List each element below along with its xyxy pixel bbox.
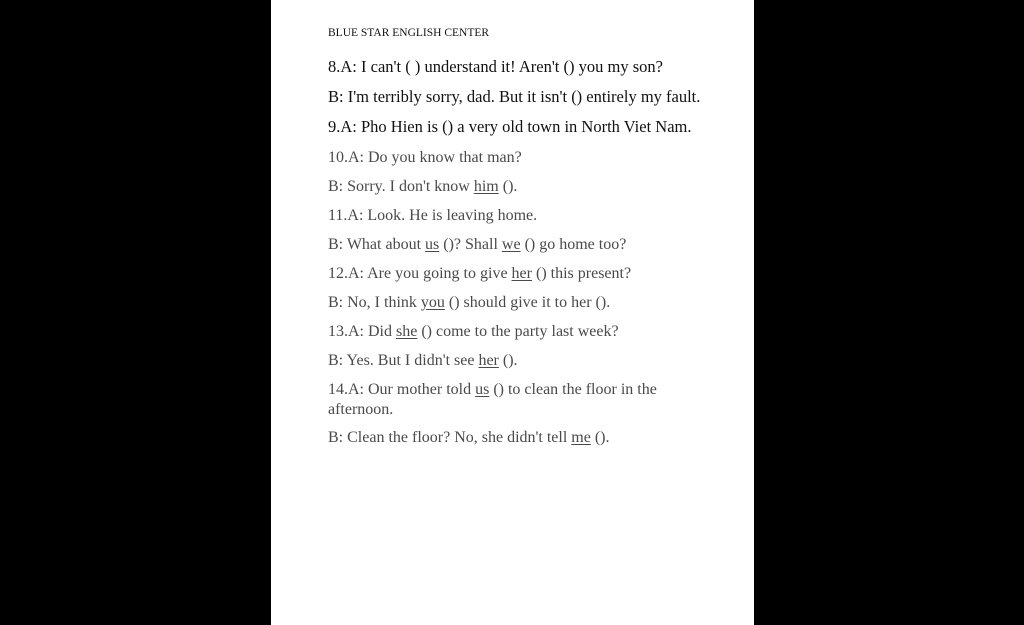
exercise-line-14b (328, 428, 609, 448)
line-text: 13.A: Did (328, 323, 396, 340)
line-text: 11.A: Look. He is leaving home. (328, 207, 538, 224)
line-text: (). (498, 178, 518, 195)
exercise-line-10a (328, 148, 522, 168)
line-text: 14.A: Our mother told (328, 381, 476, 398)
line-text: B: Sorry. I don't know (328, 178, 474, 195)
page-header: BLUE STAR ENGLISH CENTER (328, 27, 490, 39)
exercise-line-13b (328, 351, 518, 371)
underlined-pronoun: we (501, 236, 521, 253)
line-text: 10.A: Do you know that man? (328, 149, 522, 166)
exercise-line-13a (328, 322, 619, 342)
underlined-pronoun: him (473, 178, 499, 195)
line-text: () this present? (531, 265, 632, 282)
line-text: ()? Shall (439, 236, 502, 253)
exercise-line-10b (328, 177, 517, 197)
line-text: 9.A: Pho Hien is () a very old town in North Viet Nam. (328, 117, 692, 136)
line-text: B: Yes. But I didn't see (328, 352, 479, 369)
exercise-line-11b (328, 235, 626, 255)
line-text: B: Clean the floor? No, she didn't tell (328, 429, 572, 446)
underlined-pronoun: her (478, 352, 499, 369)
line-text: (). (498, 352, 518, 369)
line-text: B: I'm terribly sorry, dad. But it isn't () entirely my fault. (328, 87, 701, 106)
exercise-line-8a (328, 57, 663, 77)
line-text: () to clean the floor in the afternoon. (328, 381, 657, 418)
exercise-line-11a (328, 206, 537, 226)
underlined-pronoun: you (420, 294, 445, 311)
exercise-line-12a (328, 264, 631, 284)
exercise-line-14a (328, 380, 668, 420)
line-text: () go home too? (520, 236, 627, 253)
exercise-line-9a (328, 117, 692, 137)
underlined-pronoun: her (511, 265, 532, 282)
underlined-pronoun: us (475, 381, 490, 398)
line-text: 12.A: Are you going to give (328, 265, 512, 282)
exercise-line-12b (328, 293, 610, 313)
line-text: B: What about (328, 236, 426, 253)
line-text: () come to the party last week? (417, 323, 619, 340)
document-page (271, 0, 754, 625)
underlined-pronoun: us (425, 236, 440, 253)
line-text: () should give it to her (). (444, 294, 611, 311)
underlined-pronoun: me (571, 429, 591, 446)
line-text: B: No, I think (328, 294, 421, 311)
underlined-pronoun: she (396, 323, 418, 340)
line-text: (). (590, 429, 610, 446)
exercise-line-8b (328, 87, 700, 107)
line-text: 8.A: I can't ( ) understand it! Aren't () you my son? (328, 57, 663, 76)
